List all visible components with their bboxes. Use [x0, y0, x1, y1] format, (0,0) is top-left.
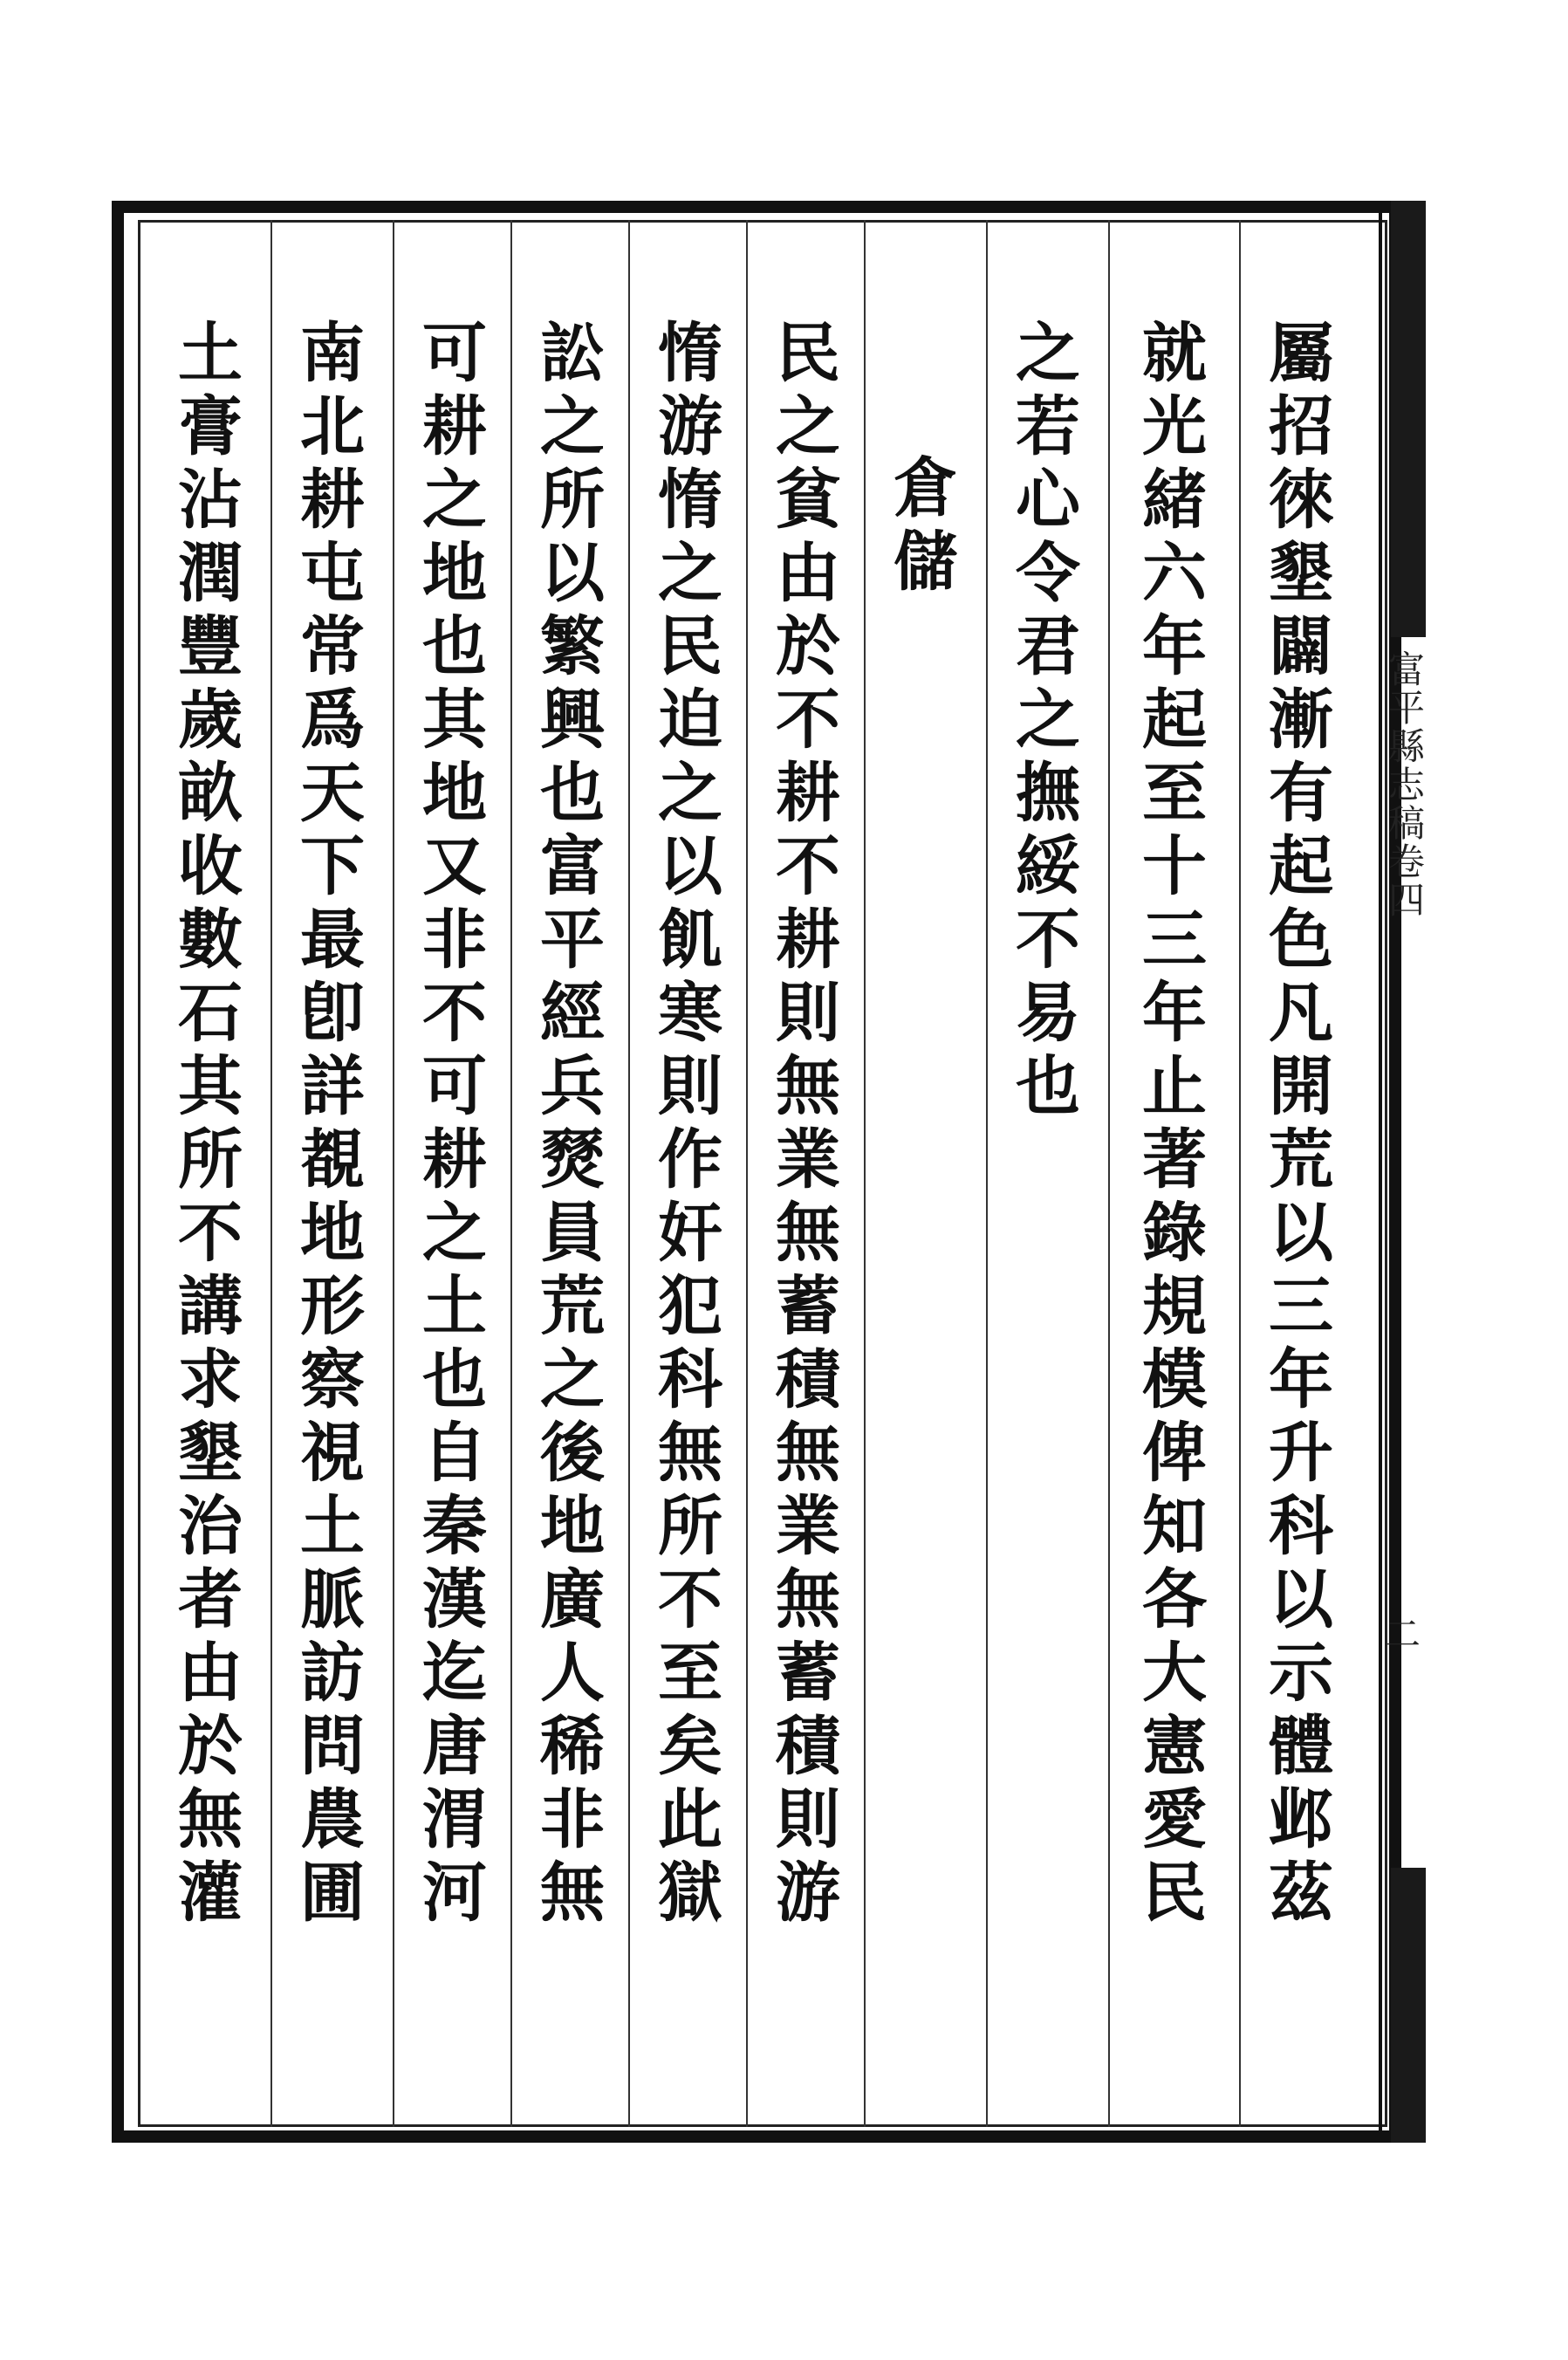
banxin-title: 富平縣志稿卷四	[1383, 650, 1426, 919]
section-heading: 倉儲	[883, 454, 958, 600]
text-column-10: 南北耕屯常爲天下最卽詳覩地形察視土脈訪問農圃	[290, 319, 365, 1931]
text-column-11: 土膏沾潤豐歲畝收數石其所不講求墾治者由於無灌	[168, 319, 243, 1931]
column-divider	[393, 220, 394, 2127]
column-divider	[1108, 220, 1110, 2127]
text-column-2: 就光緒六年起至十三年止著錄規模俾知各大憲愛民	[1132, 319, 1207, 1931]
column-divider	[1239, 220, 1241, 2127]
text-column-1: 屬招徠墾闢漸有起色凡開荒以三年升科以示體邺茲	[1258, 319, 1333, 1931]
black-mouth-top	[1391, 201, 1426, 637]
column-divider	[986, 220, 988, 2127]
text-column-8: 訟之所以繁興也富平經兵燹員荒之後地廣人稀非無	[530, 319, 605, 1931]
column-divider	[270, 220, 272, 2127]
text-column-9: 可耕之地也其地又非不可耕之土也自秦漢迄唐渭河	[412, 319, 487, 1931]
center-column-banxin	[1379, 201, 1434, 2143]
column-divider	[746, 220, 748, 2127]
column-divider	[628, 220, 630, 2127]
text-column-7: 惰游惰之民迫之以飢寒則作奸犯科無所不至矣此獄	[647, 319, 722, 1931]
black-mouth-bottom	[1391, 1868, 1426, 2143]
page-number: 二	[1379, 1615, 1421, 1651]
text-column-6: 民之貧由於不耕不耕則無業無蓄積無業無蓄積則游	[765, 319, 840, 1931]
column-divider	[864, 220, 866, 2127]
text-column-3: 之若心令君之撫綏不易也	[1005, 319, 1080, 1125]
column-divider	[510, 220, 512, 2127]
